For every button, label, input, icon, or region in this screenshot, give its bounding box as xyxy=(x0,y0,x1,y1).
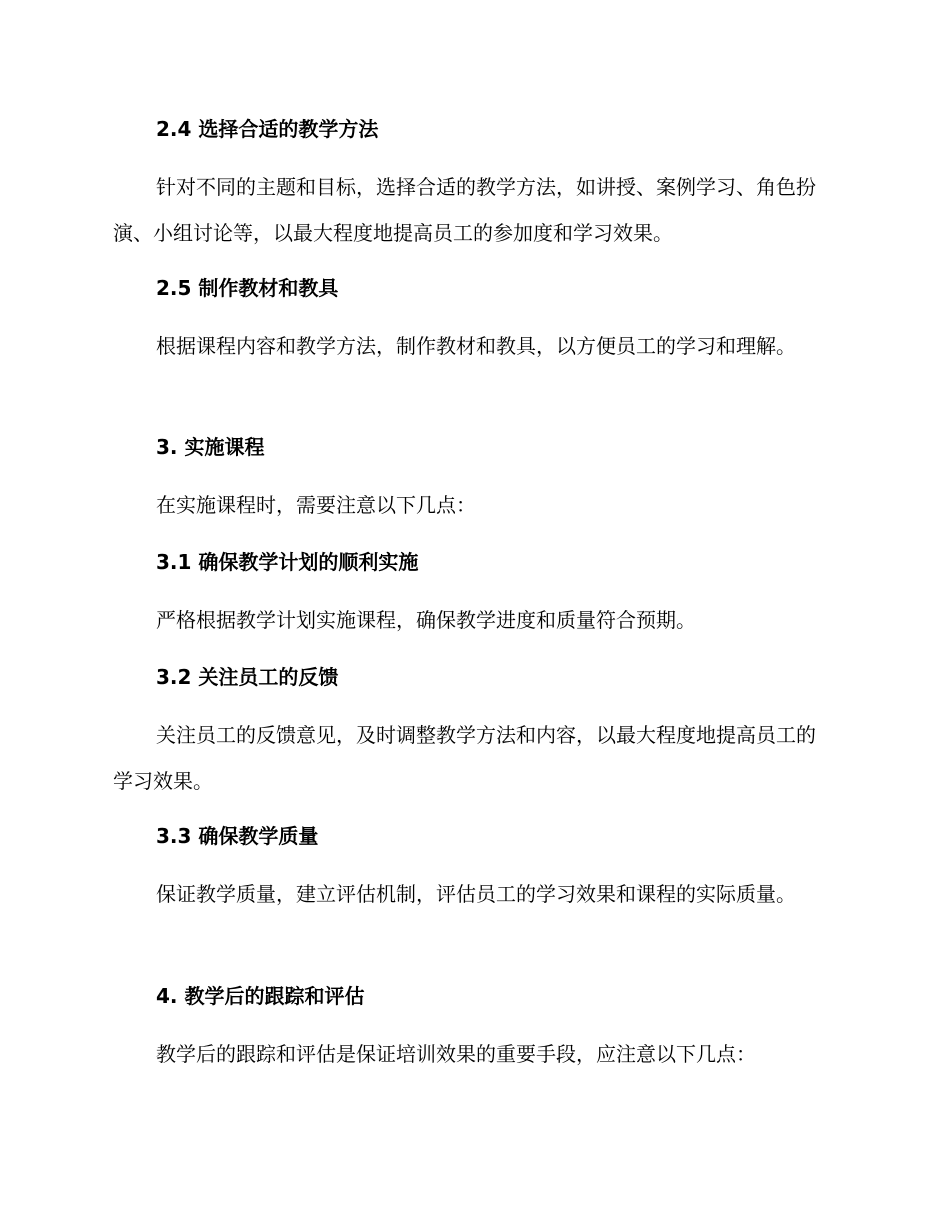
section-heading-3-3: 3.3 确保教学质量 xyxy=(156,824,319,848)
section-heading-3-1: 3.1 确保教学计划的顺利实施 xyxy=(156,550,419,574)
section-heading-2-5: 2.5 制作教材和教具 xyxy=(156,276,339,300)
section-heading-3: 3. 实施课程 xyxy=(156,435,265,459)
section-heading-3-2: 3.2 关注员工的反馈 xyxy=(156,665,339,689)
paragraph-teaching-materials: 根据课程内容和教学方法，制作教材和教具，以方便员工的学习和理解。 xyxy=(156,334,796,358)
paragraph-implementation-intro: 在实施课程时，需要注意以下几点： xyxy=(156,493,476,517)
paragraph-teaching-quality: 保证教学质量，建立评估机制，评估员工的学习效果和课程的实际质量。 xyxy=(156,882,796,906)
section-heading-4: 4. 教学后的跟踪和评估 xyxy=(156,984,365,1008)
paragraph-teaching-plan: 严格根据教学计划实施课程，确保教学进度和质量符合预期。 xyxy=(156,608,696,632)
paragraph-feedback: 关注员工的反馈意见，及时调整教学方法和内容，以最大程度地提高员工的学习效果。 xyxy=(113,723,816,793)
paragraph-followup-intro: 教学后的跟踪和评估是保证培训效果的重要手段，应注意以下几点： xyxy=(156,1042,756,1066)
paragraph-teaching-methods: 针对不同的主题和目标，选择合适的教学方法，如讲授、案例学习、角色扮演、小组讨论等，以最大程度地提高员工的参加度和学习效果。 xyxy=(113,175,816,245)
section-heading-2-4: 2.4 选择合适的教学方法 xyxy=(156,117,379,141)
